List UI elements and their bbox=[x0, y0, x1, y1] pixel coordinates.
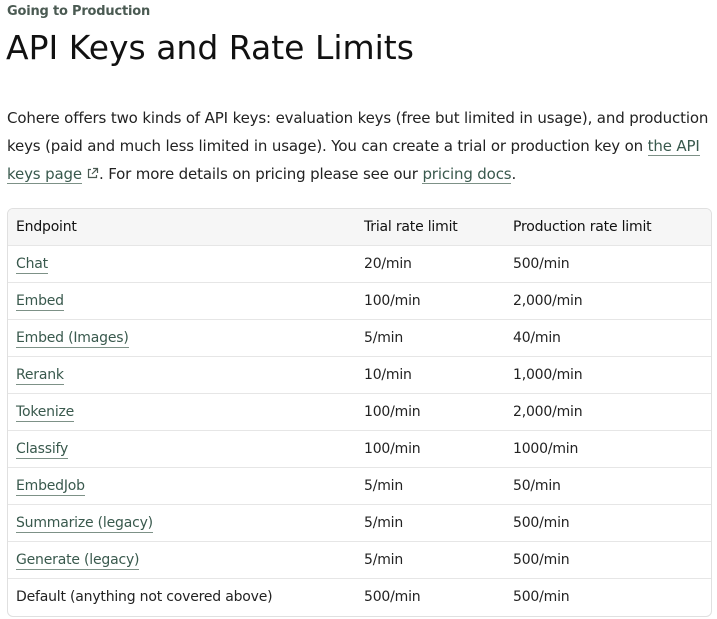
trial-limit-cell: 100/min bbox=[356, 431, 505, 468]
production-limit-cell: 500/min bbox=[505, 542, 711, 579]
production-limit-cell: 1000/min bbox=[505, 431, 711, 468]
table-row bbox=[8, 542, 711, 579]
table-body bbox=[8, 246, 711, 616]
trial-limit-cell: 5/min bbox=[356, 542, 505, 579]
header-production-rate-limit: Production rate limit bbox=[505, 209, 711, 246]
trial-limit-cell: 100/min bbox=[356, 283, 505, 320]
production-limit-cell: 500/min bbox=[513, 589, 570, 605]
trial-limit-cell: 10/min bbox=[356, 357, 505, 394]
rate-limits-table-container bbox=[7, 208, 712, 617]
endpoint-cell bbox=[8, 431, 356, 468]
endpoint-link-embed-images[interactable]: Embed (Images) bbox=[16, 330, 129, 346]
table-row bbox=[8, 468, 711, 505]
pricing-docs-link[interactable] bbox=[422, 165, 511, 184]
section-label: Going to Production bbox=[7, 4, 151, 19]
endpoint-link-embedjob[interactable]: EmbedJob bbox=[16, 478, 85, 494]
trial-limit-cell: 100/min bbox=[356, 394, 505, 431]
intro-text-middle: . For more details on pricing please see our bbox=[98, 165, 423, 183]
table-row bbox=[8, 320, 711, 357]
endpoint-cell bbox=[8, 320, 356, 357]
endpoint-link-chat[interactable]: Chat bbox=[16, 256, 48, 272]
header-row bbox=[8, 209, 711, 246]
page-title: API Keys and Rate Limits bbox=[6, 28, 414, 67]
table-row bbox=[8, 431, 711, 468]
endpoint-cell bbox=[8, 468, 356, 505]
trial-limit-cell: 5/min bbox=[356, 320, 505, 357]
production-limit-cell: 2,000/min bbox=[505, 283, 711, 320]
header-trial-rate-limit: Trial rate limit bbox=[356, 209, 505, 246]
production-limit-cell: 40/min bbox=[505, 320, 711, 357]
table-row bbox=[8, 579, 711, 616]
endpoint-link-tokenize[interactable]: Tokenize bbox=[16, 404, 75, 420]
external-link-icon[interactable] bbox=[86, 167, 99, 180]
endpoint-cell-default: Default (anything not covered above) bbox=[16, 589, 273, 605]
trial-limit-cell: 20/min bbox=[356, 246, 505, 283]
endpoint-cell bbox=[8, 357, 356, 394]
table-header bbox=[8, 209, 711, 246]
production-limit-cell: 1,000/min bbox=[505, 357, 711, 394]
trial-limit-cell: 500/min bbox=[364, 589, 421, 605]
endpoint-cell bbox=[8, 505, 356, 542]
endpoint-cell bbox=[8, 246, 356, 283]
endpoint-cell bbox=[8, 542, 356, 579]
intro-text-before-link: Cohere offers two kinds of API keys: evaluation keys (free but limited in usage), and production keys (paid and much less limited in usage). You can create a trial or production key on bbox=[7, 109, 709, 155]
header-endpoint: Endpoint bbox=[8, 209, 356, 246]
table-row bbox=[8, 394, 711, 431]
table-row bbox=[8, 283, 711, 320]
trial-limit-cell: 5/min bbox=[356, 468, 505, 505]
intro-text-end: . bbox=[511, 165, 517, 183]
table-row bbox=[8, 246, 711, 283]
endpoint-link-summarize-legacy[interactable]: Summarize (legacy) bbox=[16, 515, 153, 531]
intro-paragraph bbox=[7, 104, 715, 188]
api-keys-page-link-label: the API keys page bbox=[7, 137, 700, 183]
rate-limits-table bbox=[8, 209, 711, 615]
table-row bbox=[8, 505, 711, 542]
table-row bbox=[8, 357, 711, 394]
trial-limit-cell: 5/min bbox=[356, 505, 505, 542]
endpoint-link-classify[interactable]: Classify bbox=[16, 441, 69, 457]
endpoint-cell bbox=[8, 283, 356, 320]
endpoint-link-rerank[interactable]: Rerank bbox=[16, 367, 64, 383]
production-limit-cell: 500/min bbox=[505, 505, 711, 542]
production-limit-cell: 2,000/min bbox=[505, 394, 711, 431]
production-limit-cell: 50/min bbox=[505, 468, 711, 505]
endpoint-link-embed[interactable]: Embed bbox=[16, 293, 64, 309]
pricing-docs-link-label: pricing docs bbox=[422, 165, 512, 183]
production-limit-cell: 500/min bbox=[505, 246, 711, 283]
endpoint-cell bbox=[8, 394, 356, 431]
endpoint-link-generate-legacy[interactable]: Generate (legacy) bbox=[16, 552, 140, 568]
